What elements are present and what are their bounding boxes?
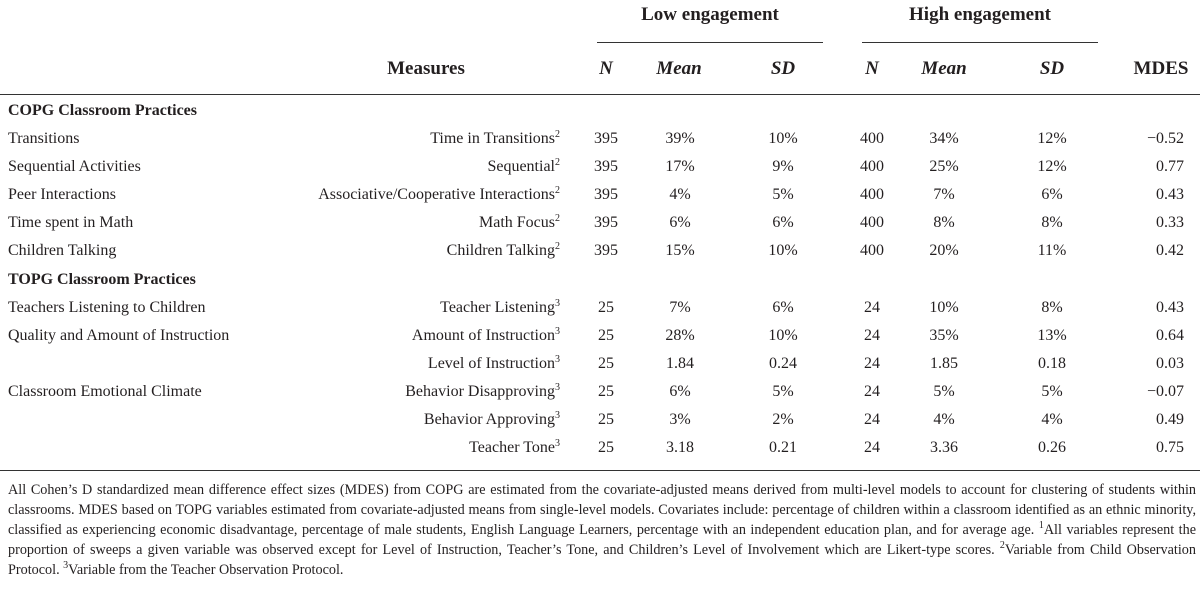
low-sd-column-header: SD (770, 58, 796, 79)
low-sd-cell: 5% (772, 186, 794, 203)
high-n-cell: 400 (860, 214, 884, 231)
low-engagement-underline (597, 42, 823, 43)
high-n-cell: 400 (860, 158, 884, 175)
mdes-cell: 0.33 (1156, 214, 1184, 231)
mdes-cell: −0.52 (1146, 130, 1184, 147)
high-mean-cell: 25% (929, 158, 959, 175)
high-n-cell: 24 (864, 411, 880, 428)
low-n-cell: 25 (598, 355, 614, 372)
measure-footnote-mark: 2 (555, 213, 560, 224)
low-sd-cell: 0.21 (769, 439, 797, 456)
high-n-cell: 24 (864, 439, 880, 456)
mdes-cell: 0.03 (1156, 355, 1184, 372)
measure-label: Time in Transitions (430, 130, 555, 147)
low-n-cell: 395 (594, 214, 618, 231)
measure-label: Behavior Disapproving (405, 383, 555, 400)
measures-column-header: Measures (387, 58, 465, 79)
high-mean-cell: 34% (929, 130, 959, 147)
high-mean-cell: 20% (929, 242, 959, 259)
practice-cell: Transitions (8, 130, 80, 147)
low-sd-cell: 9% (772, 158, 794, 175)
measure-cell (412, 327, 560, 345)
high-mean-cell: 10% (929, 299, 959, 316)
low-sd-cell: 2% (772, 411, 794, 428)
measure-cell (428, 355, 560, 373)
high-mean-cell: 35% (929, 327, 959, 344)
measure-footnote-mark: 2 (555, 129, 560, 140)
high-sd-cell: 0.26 (1038, 439, 1066, 456)
high-sd-cell: 12% (1037, 158, 1067, 175)
high-sd-cell: 5% (1041, 383, 1063, 400)
measure-cell (318, 186, 560, 204)
footnote-note-1: All variables represent the proportion of sweeps a given variable was observed except for Level of Instruction, Teacher’s Tone, and Children’s Level of Involvement which are Likert-type scores. (8, 522, 1196, 558)
high-n-cell: 24 (864, 299, 880, 316)
low-n-cell: 25 (598, 327, 614, 344)
practice-cell: Sequential Activities (8, 158, 141, 175)
high-sd-cell: 8% (1041, 214, 1063, 231)
measure-footnote-mark: 3 (555, 354, 560, 365)
practice-cell: Time spent in Math (8, 214, 134, 231)
low-n-cell: 395 (594, 130, 618, 147)
measure-label: Children Talking (446, 242, 555, 259)
high-sd-column-header: SD (1039, 58, 1065, 79)
header-rule (0, 94, 1200, 95)
low-n-cell: 395 (594, 186, 618, 203)
mdes-cell: 0.43 (1156, 299, 1184, 316)
high-mean-cell: 8% (933, 214, 955, 231)
practice-cell: Children Talking (8, 242, 117, 259)
low-mean-cell: 3.18 (666, 439, 694, 456)
low-mean-cell: 28% (665, 327, 695, 344)
measure-footnote-mark: 3 (555, 438, 560, 449)
high-mean-column-header: Mean (921, 58, 967, 79)
measure-cell (487, 158, 560, 176)
section-title-copg: COPG Classroom Practices (8, 102, 197, 119)
low-mean-cell: 4% (669, 186, 691, 203)
low-sd-cell: 0.24 (769, 355, 797, 372)
measure-footnote-mark: 3 (555, 298, 560, 309)
measure-label: Level of Instruction (427, 355, 555, 372)
high-mean-cell: 1.85 (930, 355, 958, 372)
mdes-cell: 0.64 (1156, 327, 1184, 344)
low-mean-cell: 6% (669, 214, 691, 231)
high-mean-cell: 3.36 (930, 439, 958, 456)
measure-footnote-mark: 2 (555, 157, 560, 168)
low-sd-cell: 5% (772, 383, 794, 400)
low-mean-cell: 6% (669, 383, 691, 400)
measure-cell (424, 411, 560, 429)
low-mean-cell: 3% (669, 411, 691, 428)
high-n-cell: 400 (860, 130, 884, 147)
high-mean-cell: 7% (933, 186, 955, 203)
high-n-cell: 24 (864, 355, 880, 372)
footnote-note-2: Variable from Child Observation Protocol. (8, 542, 1196, 578)
high-sd-cell: 4% (1041, 411, 1063, 428)
high-sd-cell: 13% (1037, 327, 1067, 344)
low-n-cell: 395 (594, 242, 618, 259)
measure-label: Behavior Approving (423, 411, 555, 428)
mdes-cell: 0.75 (1156, 439, 1184, 456)
low-mean-cell: 17% (665, 158, 695, 175)
high-sd-cell: 0.18 (1038, 355, 1066, 372)
footnote-mark-2: 2 (999, 540, 1005, 551)
high-mean-cell: 5% (933, 383, 955, 400)
low-mean-cell: 15% (665, 242, 695, 259)
high-sd-cell: 12% (1037, 130, 1067, 147)
measure-cell (430, 130, 560, 148)
measure-cell (440, 299, 560, 317)
mdes-cell: 0.49 (1156, 411, 1184, 428)
low-mean-cell: 39% (665, 130, 695, 147)
mdes-cell: −0.07 (1146, 383, 1184, 400)
measure-cell (405, 383, 560, 401)
low-sd-cell: 10% (768, 327, 798, 344)
mdes-cell: 0.77 (1156, 158, 1184, 175)
low-n-cell: 25 (598, 411, 614, 428)
measure-footnote-mark: 2 (555, 185, 560, 196)
high-sd-cell: 6% (1041, 186, 1063, 203)
mdes-cell: 0.42 (1156, 242, 1184, 259)
high-engagement-underline (862, 42, 1098, 43)
high-n-cell: 400 (860, 242, 884, 259)
high-sd-cell: 8% (1041, 299, 1063, 316)
table-footnote (8, 480, 1196, 580)
measure-cell (479, 214, 560, 232)
section-title-topg: TOPG Classroom Practices (8, 271, 196, 288)
measure-label: Math Focus (479, 214, 555, 231)
practice-cell: Peer Interactions (8, 186, 116, 203)
measure-label: Amount of Instruction (411, 327, 555, 344)
high-engagement-header: High engagement (909, 4, 1051, 25)
measure-cell (469, 439, 560, 457)
high-n-cell: 24 (864, 327, 880, 344)
footnote-note-3: Variable from the Teacher Observation Protocol. (68, 562, 344, 578)
low-sd-cell: 6% (772, 299, 794, 316)
low-n-cell: 25 (598, 439, 614, 456)
measure-label: Teacher Listening (440, 299, 555, 316)
measure-footnote-mark: 3 (555, 326, 560, 337)
low-mean-column-header: Mean (656, 58, 702, 79)
low-mean-cell: 7% (669, 299, 691, 316)
practice-cell: Classroom Emotional Climate (8, 383, 202, 400)
low-sd-cell: 6% (772, 214, 794, 231)
high-n-cell: 24 (864, 383, 880, 400)
low-sd-cell: 10% (768, 130, 798, 147)
high-mean-cell: 4% (933, 411, 955, 428)
mdes-column-header: MDES (1133, 58, 1189, 79)
measure-cell (447, 242, 560, 260)
low-n-column-header: N (599, 58, 613, 79)
table-bottom-rule (0, 470, 1200, 471)
high-sd-cell: 11% (1037, 242, 1067, 259)
low-mean-cell: 1.84 (666, 355, 694, 372)
footnote-mark-1: 1 (1038, 520, 1044, 531)
low-n-cell: 25 (598, 299, 614, 316)
low-n-cell: 25 (598, 383, 614, 400)
low-sd-cell: 10% (768, 242, 798, 259)
mdes-cell: 0.43 (1156, 186, 1184, 203)
high-n-cell: 400 (860, 186, 884, 203)
practice-cell: Teachers Listening to Children (8, 299, 206, 316)
footnote-main: All Cohen’s D standardized mean difference effect sizes (MDES) from COPG are estimated from the covariate-adjusted means derived from multi-level models to account for clustering of students within classrooms. MDES based on TOPG variables estimated from covariate-adjusted means from single-level models. Covariates include: percentage of children within a classroom identified as an ethnic minority, classified as experiencing economic disadvantage, percentage of male students, English Language Learners, percentage with an independent education plan, and for average age. (8, 482, 1196, 538)
measure-footnote-mark: 3 (555, 382, 560, 393)
measure-label: Associative/Cooperative Interactions (318, 186, 555, 203)
high-n-column-header: N (865, 58, 879, 79)
practice-cell: Quality and Amount of Instruction (8, 327, 230, 344)
footnote-mark-3: 3 (63, 560, 69, 571)
measure-footnote-mark: 3 (555, 410, 560, 421)
measure-footnote-mark: 2 (555, 241, 560, 252)
measure-label: Sequential (487, 158, 555, 175)
measure-label: Teacher Tone (469, 439, 555, 456)
low-n-cell: 395 (594, 158, 618, 175)
low-engagement-header: Low engagement (641, 4, 779, 25)
